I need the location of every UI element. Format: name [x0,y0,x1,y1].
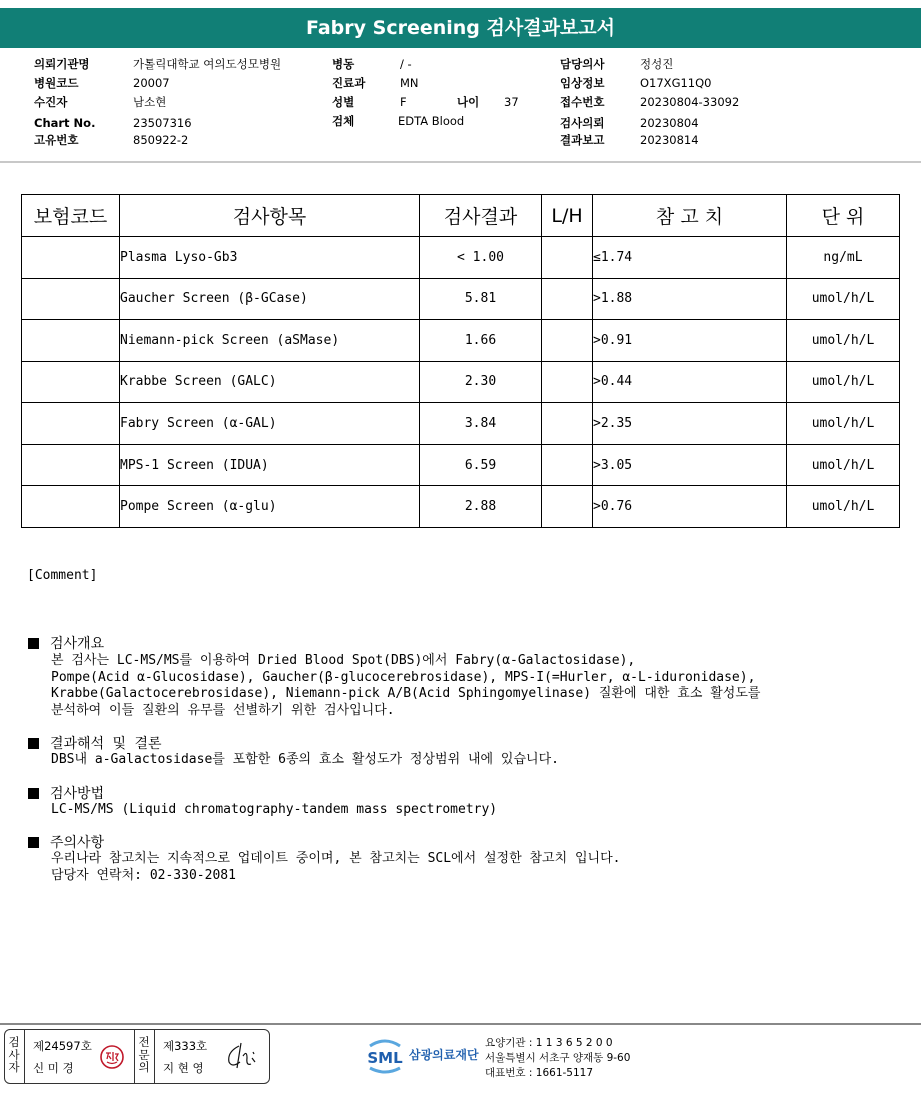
cell-lh [542,403,593,445]
chart-no-value: 23507316 [133,116,192,130]
patient-label: 수진자 [34,95,68,109]
table-row [22,320,900,362]
col-header-reference: 참 고 치 [593,195,787,237]
cell-lh [542,486,593,528]
org-address: 서울특별시 서초구 양재동 9-60 [485,1052,631,1064]
report-date-label: 결과보고 [560,133,605,147]
cell-lh [542,278,593,320]
cell-result: 3.84 [420,403,542,445]
sex-label: 성별 [332,95,355,109]
table-row [22,278,900,320]
section-caution-line: 담당자 연락처: 02-330-2081 [51,867,236,883]
info-divider [0,161,921,163]
hospital-code-label: 병원코드 [34,76,79,90]
sml-logo-icon [364,1034,406,1076]
cell-item: Plasma Lyso-Gb3 [120,237,420,279]
cell-lh [542,361,593,403]
section-overview-line: Pompe(Acid α-Glucosidase), Gaucher(β-glucocerebrosidase), MPS-I(=Hurler, α-L-iduronidase), [51,669,756,685]
section-method-line: LC-MS/MS (Liquid chromatography-tandem mass spectrometry) [51,802,498,817]
cell-reference: >1.88 [593,278,787,320]
clinical-info-value: O17XG11Q0 [640,76,712,90]
cell-unit: umol/h/L [787,361,900,403]
section-interpretation-title [28,736,162,753]
specialist-name: 지 현 영 [163,1061,204,1075]
sig-divider [24,1030,25,1083]
square-bullet-icon [28,788,39,799]
cell-item: Gaucher Screen (β-GCase) [120,278,420,320]
section-overview-line: 본 검사는 LC-MS/MS를 이용하여 Dried Blood Spot(DBS)에서 Fabry(α-Galactosidase), [51,653,636,668]
section-overview-line: 분석하여 이들 질환의 유무를 선별하기 위한 검사입니다. [51,702,395,718]
cell-reference: ≤1.74 [593,237,787,279]
doctor-value: 정성진 [640,57,674,71]
cell-result: 1.66 [420,320,542,362]
org-agency-no: 요양기관 : 1 1 3 6 5 2 0 0 [485,1037,613,1049]
col-header-unit: 단 위 [787,195,900,237]
cell-unit: umol/h/L [787,444,900,486]
sml-logo-text: SML [367,1049,403,1067]
section-overview-title [28,636,104,653]
section-caution-title [28,835,104,852]
hospital-code-value: 20007 [133,76,170,90]
cell-lh [542,237,593,279]
cell-code [22,361,120,403]
sex-value: F [400,95,407,109]
specialist-signature-icon [223,1040,261,1074]
square-bullet-icon [28,837,39,848]
cell-result: 2.30 [420,361,542,403]
section-method-title [28,786,104,803]
cell-result: 6.59 [420,444,542,486]
specialist-license: 제333호 [163,1039,208,1053]
request-date-value: 20230804 [640,116,699,130]
unique-no-value: 850922-2 [133,133,189,147]
examiner-seal-icon [99,1044,125,1070]
table-row [22,486,900,528]
cell-code [22,320,120,362]
clinical-info-label: 임상정보 [560,76,605,90]
org-name: 삼광의료재단 [409,1048,479,1062]
cell-code [22,403,120,445]
ward-label: 병동 [332,57,355,71]
cell-result: 2.88 [420,486,542,528]
signature-box [4,1029,270,1084]
cell-result: 5.81 [420,278,542,320]
section-caution-line: 우리나라 참고치는 지속적으로 업데이트 중이며, 본 참고치는 SCL에서 설정한 참고치 입니다. [51,851,621,866]
comment-label: [Comment] [27,568,98,583]
cell-item: Pompe Screen (α-glu) [120,486,420,528]
cell-unit: umol/h/L [787,403,900,445]
table-row [22,361,900,403]
section-title-text: 검사방법 [50,786,105,802]
cell-unit: ng/mL [787,237,900,279]
institution-label: 의뢰기관명 [34,57,90,71]
cell-item: MPS-1 Screen (IDUA) [120,444,420,486]
table-header-row [22,195,900,237]
cell-reference: >0.44 [593,361,787,403]
age-label: 나이 [457,95,480,109]
section-title-text: 검사개요 [50,636,105,652]
footer-divider [0,1023,921,1025]
square-bullet-icon [28,638,39,649]
cell-code [22,237,120,279]
cell-item: Niemann-pick Screen (aSMase) [120,320,420,362]
cell-reference: >0.76 [593,486,787,528]
cell-reference: >3.05 [593,444,787,486]
section-title-text: 주의사항 [50,835,105,851]
examiner-name: 신 미 경 [33,1061,74,1075]
cell-item: Krabbe Screen (GALC) [120,361,420,403]
unique-no-label: 고유번호 [34,133,79,147]
specimen-label: 검체 [332,114,355,128]
sig-divider [134,1030,135,1083]
results-table [21,194,900,528]
col-header-lh: L/H [542,195,593,237]
report-title: Fabry Screening 검사결과보고서 [0,8,921,48]
col-header-insurance-code: 보험코드 [22,195,120,237]
cell-reference: >0.91 [593,320,787,362]
cell-lh [542,320,593,362]
cell-code [22,444,120,486]
cell-unit: umol/h/L [787,278,900,320]
age-value: 37 [504,95,519,109]
cell-code [22,486,120,528]
section-interpretation-line: DBS내 a-Galactosidase를 포함한 6종의 효소 활성도가 정상범위 내에 있습니다. [51,752,559,767]
cell-item: Fabry Screen (α-GAL) [120,403,420,445]
receipt-no-value: 20230804-33092 [640,95,740,109]
square-bullet-icon [28,738,39,749]
cell-unit: umol/h/L [787,486,900,528]
col-header-result: 검사결과 [420,195,542,237]
cell-unit: umol/h/L [787,320,900,362]
sig-divider [154,1030,155,1083]
table-row [22,237,900,279]
org-phone: 대표번호 : 1661-5117 [485,1067,594,1079]
specialist-role-label: 전문의 [138,1035,150,1074]
cell-lh [542,444,593,486]
doctor-label: 담당의사 [560,57,605,71]
section-title-text: 결과해석 및 결론 [50,736,162,752]
specimen-value: EDTA Blood [398,114,465,128]
ward-value: / - [400,57,412,71]
examiner-license: 제24597호 [33,1039,92,1053]
report-date-value: 20230814 [640,133,699,147]
department-value: MN [400,76,419,90]
request-date-label: 검사의뢰 [560,116,605,130]
table-row [22,444,900,486]
cell-result: < 1.00 [420,237,542,279]
section-overview-line: Krabbe(Galactocerebrosidase), Niemann-pick A/B(Acid Sphingomyelinase) 질환에 대한 효소 활성도를 [51,686,761,701]
col-header-test-item: 검사항목 [120,195,420,237]
department-label: 진료과 [332,76,366,90]
chart-no-label: Chart No. [34,116,96,130]
receipt-no-label: 접수번호 [560,95,605,109]
table-row [22,403,900,445]
institution-value: 가톨릭대학교 여의도성모병원 [133,57,282,71]
examiner-role-label: 검사자 [8,1035,20,1074]
cell-code [22,278,120,320]
patient-value: 남소현 [133,95,167,109]
cell-reference: >2.35 [593,403,787,445]
